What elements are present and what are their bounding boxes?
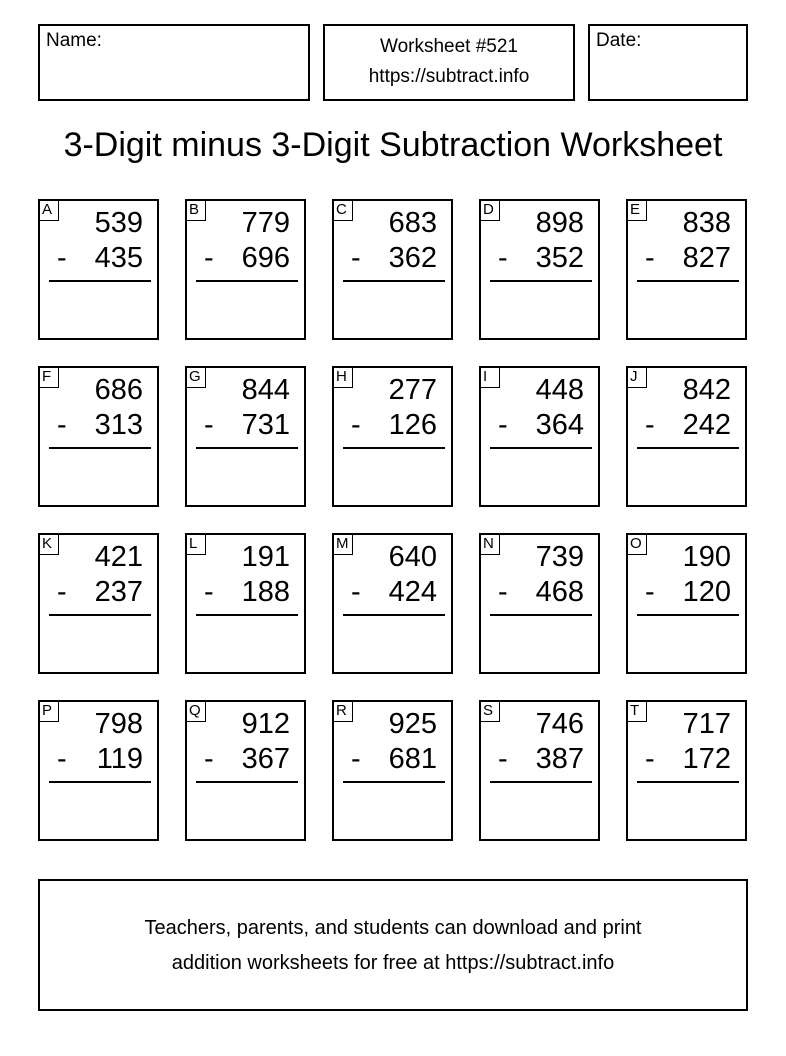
answer-line bbox=[49, 614, 151, 616]
minus-sign: - bbox=[498, 576, 508, 608]
subtrahend: 364 bbox=[535, 409, 584, 441]
problem-letter: O bbox=[626, 533, 647, 555]
problem-card[interactable] bbox=[38, 366, 159, 507]
answer-line bbox=[49, 447, 151, 449]
answer-line bbox=[637, 447, 739, 449]
minuend: 277 bbox=[388, 374, 437, 406]
subtrahend: 313 bbox=[94, 409, 143, 441]
answer-line bbox=[637, 614, 739, 616]
answer-line bbox=[343, 280, 445, 282]
problem-card[interactable] bbox=[479, 533, 600, 674]
problem-card[interactable] bbox=[185, 533, 306, 674]
problem-letter: A bbox=[38, 199, 59, 221]
minuend: 421 bbox=[94, 541, 143, 573]
minuend: 448 bbox=[535, 374, 584, 406]
subtrahend: 468 bbox=[535, 576, 584, 608]
minuend: 912 bbox=[241, 708, 290, 740]
minus-sign: - bbox=[498, 743, 508, 775]
minuend: 746 bbox=[535, 708, 584, 740]
answer-line bbox=[490, 781, 592, 783]
subtrahend: 827 bbox=[682, 242, 731, 274]
problem-letter: Q bbox=[185, 700, 206, 722]
problem-card[interactable] bbox=[332, 700, 453, 841]
footer-line-1: Teachers, parents, and students can download and print bbox=[144, 917, 642, 939]
problem-card[interactable] bbox=[626, 366, 747, 507]
minus-sign: - bbox=[57, 242, 67, 274]
answer-line bbox=[196, 614, 298, 616]
subtrahend: 362 bbox=[388, 242, 437, 274]
answer-line bbox=[49, 781, 151, 783]
subtrahend: 367 bbox=[241, 743, 290, 775]
problem-card[interactable] bbox=[38, 700, 159, 841]
subtrahend: 120 bbox=[682, 576, 731, 608]
subtrahend: 242 bbox=[682, 409, 731, 441]
answer-line bbox=[196, 781, 298, 783]
problem-letter: F bbox=[38, 366, 59, 388]
footer-line-2: addition worksheets for free at https://subtract.info bbox=[171, 952, 615, 974]
problem-letter: P bbox=[38, 700, 59, 722]
problem-card[interactable] bbox=[626, 199, 747, 340]
minuend: 717 bbox=[682, 708, 731, 740]
problem-card[interactable] bbox=[479, 700, 600, 841]
problem-card[interactable] bbox=[38, 533, 159, 674]
page-title: 3-Digit minus 3-Digit Subtraction Worksheet bbox=[63, 126, 723, 164]
minus-sign: - bbox=[498, 409, 508, 441]
minus-sign: - bbox=[645, 409, 655, 441]
minus-sign: - bbox=[351, 409, 361, 441]
answer-line bbox=[343, 781, 445, 783]
answer-line bbox=[637, 781, 739, 783]
answer-line bbox=[637, 280, 739, 282]
minus-sign: - bbox=[351, 576, 361, 608]
minus-sign: - bbox=[351, 743, 361, 775]
problem-card[interactable] bbox=[332, 199, 453, 340]
minus-sign: - bbox=[645, 576, 655, 608]
problem-letter: H bbox=[332, 366, 353, 388]
problem-letter: D bbox=[479, 199, 500, 221]
problem-card[interactable] bbox=[332, 366, 453, 507]
problem-letter: R bbox=[332, 700, 353, 722]
minuend: 838 bbox=[682, 207, 731, 239]
worksheet-url: https://subtract.info bbox=[368, 66, 530, 87]
subtrahend: 126 bbox=[388, 409, 437, 441]
subtrahend: 731 bbox=[241, 409, 290, 441]
problem-letter: N bbox=[479, 533, 500, 555]
problem-letter: I bbox=[479, 366, 500, 388]
subtrahend: 352 bbox=[535, 242, 584, 274]
minuend: 191 bbox=[241, 541, 290, 573]
worksheet-number: Worksheet #521 bbox=[379, 36, 518, 57]
answer-line bbox=[343, 614, 445, 616]
date-field[interactable] bbox=[588, 24, 748, 101]
problem-card[interactable] bbox=[38, 199, 159, 340]
answer-line bbox=[49, 280, 151, 282]
problem-card[interactable] bbox=[626, 700, 747, 841]
answer-line bbox=[490, 280, 592, 282]
problem-card[interactable] bbox=[185, 700, 306, 841]
minuend: 779 bbox=[241, 207, 290, 239]
minus-sign: - bbox=[204, 743, 214, 775]
date-label: Date: bbox=[596, 30, 642, 51]
subtrahend: 424 bbox=[388, 576, 437, 608]
minus-sign: - bbox=[57, 743, 67, 775]
problem-letter: T bbox=[626, 700, 647, 722]
subtrahend: 681 bbox=[388, 743, 437, 775]
problem-card[interactable] bbox=[479, 366, 600, 507]
problem-card[interactable] bbox=[332, 533, 453, 674]
minuend: 539 bbox=[94, 207, 143, 239]
problem-card[interactable] bbox=[185, 366, 306, 507]
problem-letter: E bbox=[626, 199, 647, 221]
subtrahend: 387 bbox=[535, 743, 584, 775]
minus-sign: - bbox=[204, 242, 214, 274]
name-label: Name: bbox=[46, 30, 102, 51]
minuend: 844 bbox=[241, 374, 290, 406]
minuend: 898 bbox=[535, 207, 584, 239]
subtrahend: 119 bbox=[96, 743, 143, 775]
problem-card[interactable] bbox=[479, 199, 600, 340]
problem-letter: K bbox=[38, 533, 59, 555]
minus-sign: - bbox=[645, 242, 655, 274]
minus-sign: - bbox=[204, 576, 214, 608]
subtrahend: 435 bbox=[94, 242, 143, 274]
minus-sign: - bbox=[204, 409, 214, 441]
minuend: 686 bbox=[94, 374, 143, 406]
answer-line bbox=[343, 447, 445, 449]
problem-letter: C bbox=[332, 199, 353, 221]
footer-box bbox=[38, 879, 748, 1011]
answer-line bbox=[490, 614, 592, 616]
problem-letter: M bbox=[332, 533, 353, 555]
subtrahend: 696 bbox=[241, 242, 290, 274]
subtrahend: 237 bbox=[94, 576, 143, 608]
minus-sign: - bbox=[498, 242, 508, 274]
problem-card[interactable] bbox=[626, 533, 747, 674]
minus-sign: - bbox=[645, 743, 655, 775]
subtrahend: 172 bbox=[682, 743, 731, 775]
subtrahend: 188 bbox=[241, 576, 290, 608]
answer-line bbox=[196, 280, 298, 282]
minuend: 798 bbox=[94, 708, 143, 740]
minus-sign: - bbox=[57, 576, 67, 608]
minuend: 925 bbox=[388, 708, 437, 740]
problem-letter: S bbox=[479, 700, 500, 722]
problem-letter: L bbox=[185, 533, 206, 555]
problem-letter: B bbox=[185, 199, 206, 221]
minus-sign: - bbox=[57, 409, 67, 441]
name-field[interactable] bbox=[38, 24, 310, 101]
problem-letter: G bbox=[185, 366, 206, 388]
worksheet-info-box bbox=[323, 24, 575, 101]
minus-sign: - bbox=[351, 242, 361, 274]
minuend: 190 bbox=[682, 541, 731, 573]
problem-card[interactable] bbox=[185, 199, 306, 340]
minuend: 683 bbox=[388, 207, 437, 239]
answer-line bbox=[196, 447, 298, 449]
answer-line bbox=[490, 447, 592, 449]
minuend: 739 bbox=[535, 541, 584, 573]
minuend: 640 bbox=[388, 541, 437, 573]
minuend: 842 bbox=[682, 374, 731, 406]
problem-letter: J bbox=[626, 366, 647, 388]
